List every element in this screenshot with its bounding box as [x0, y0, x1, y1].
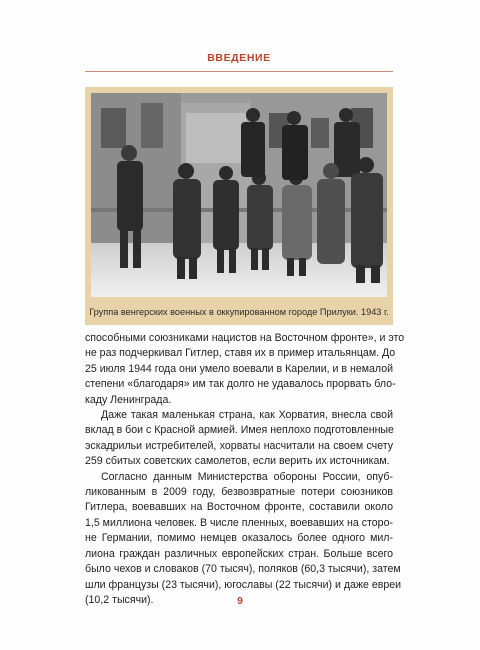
figure-caption: Группа венгерских военных в оккупированном городе Прилуки. 1943 г.: [89, 307, 389, 317]
figure: [85, 87, 393, 325]
text-line: 1,5 миллиона человек. В числе пленных, воевавших на сторо-: [85, 516, 393, 529]
text-line: (10,2 тысячи).: [85, 593, 154, 606]
text-line: Гитлера, воевавших на Восточном фронте, составили около: [85, 501, 393, 514]
text-line: степени «благодаря» им так долго не удавалось прорвать бло-: [85, 378, 396, 391]
text-line: не раз подчеркивал Гитлер, ставя их в пример итальянцам. До: [85, 347, 396, 360]
text-line: 25 июля 1944 года они умело воевали в Карелии, и в немалой: [85, 362, 393, 375]
paragraph: [85, 470, 402, 609]
body-text: [85, 331, 405, 608]
text-line: способными союзниками нацистов на Восточном фронте», и это: [85, 332, 405, 344]
paragraph: [85, 408, 393, 470]
text-line: вклад в бои с Красной армией. Имея неплохо подготовленные: [85, 424, 394, 437]
text-line: Согласно данным Министерства обороны России, опуб-: [101, 470, 393, 483]
text-line: ликованным в 2009 году, безвозвратные потери союзников: [85, 486, 393, 499]
text-line: было чехов и словаков (70 тысяч), поляков (60,3 тысячи), затем: [85, 563, 401, 576]
text-line: каду Ленинграда.: [85, 393, 172, 406]
text-line: 259 сбитых советских самолетов, если верить их источникам.: [85, 455, 390, 468]
text-line: лиона граждан различных европейских стран. Больше всего: [85, 547, 393, 560]
paragraph: [85, 331, 405, 408]
text-line: эскадрильи истребителей, хорваты насчитали на своем счету: [85, 439, 393, 452]
text-line: шли французы (23 тысячи), югославы (22 тысячи) и даже евреи: [85, 578, 402, 591]
text-line: не Германии, помимо немцев оказалось более одного мил-: [85, 532, 393, 545]
page-number: 9: [237, 595, 243, 607]
historical-photo: [91, 93, 387, 297]
text-line: Даже такая маленькая страна, как Хорватия, внесла свой: [101, 409, 393, 422]
header-rule: [85, 71, 393, 72]
running-header: ВВЕДЕНИЕ: [207, 52, 271, 64]
